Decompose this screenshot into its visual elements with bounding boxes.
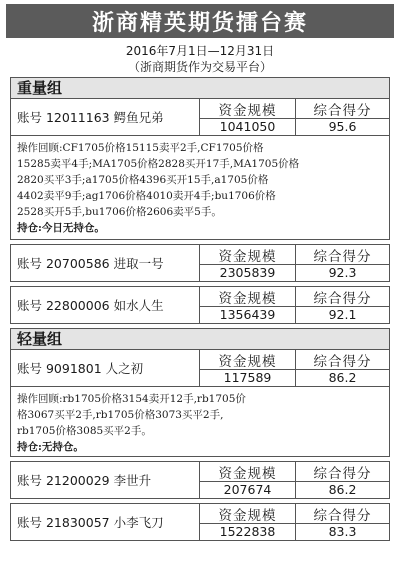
account-label: 账号 9091801 人之初 bbox=[17, 361, 144, 376]
account-label: 账号 22800006 如水人生 bbox=[17, 298, 164, 313]
score-header: 综合得分 bbox=[295, 99, 389, 118]
light-account-3 bbox=[10, 503, 390, 541]
light-account-2 bbox=[10, 461, 390, 499]
capital-value: 1041050 bbox=[199, 118, 295, 135]
capital-header: 资金规模 bbox=[199, 504, 295, 523]
heavy-group-heading: 重量组 bbox=[10, 77, 390, 99]
score-header: 综合得分 bbox=[295, 287, 389, 306]
light-account-1-operations bbox=[10, 387, 390, 457]
holding-text: 持仓:无持仓。 bbox=[17, 441, 84, 453]
heavy-account-3 bbox=[10, 286, 390, 324]
capital-header: 资金规模 bbox=[199, 245, 295, 264]
score-value: 86.2 bbox=[295, 369, 389, 386]
light-group-heading: 轻量组 bbox=[10, 328, 390, 350]
capital-value: 2305839 bbox=[199, 264, 295, 281]
operations-text: 操作回顾:CF1705价格15115卖平2手,CF1705价格 15285卖平4手;MA1705价格2828买开17手,MA1705价格 2820买平3手;a1705价格4396买开15手,a1705价格 4402卖平9手;ag1706价格4010卖开4手;bu1706价格 2528买开5手,bu1706价格2606卖平5手。 bbox=[17, 142, 300, 218]
platform-note: （浙商期货作为交易平台） bbox=[127, 60, 272, 74]
score-value: 92.3 bbox=[295, 264, 389, 281]
account-label: 账号 20700586 进取一号 bbox=[17, 256, 164, 271]
capital-header: 资金规模 bbox=[199, 99, 295, 118]
date-range: 2016年7月1日—12月31日 bbox=[125, 44, 275, 58]
capital-value: 1356439 bbox=[199, 306, 295, 323]
capital-value: 117589 bbox=[199, 369, 295, 386]
score-header: 综合得分 bbox=[295, 462, 389, 481]
score-header: 综合得分 bbox=[295, 504, 389, 523]
account-label: 账号 12011163 鳄鱼兄弟 bbox=[17, 110, 164, 125]
account-label: 账号 21830057 小李飞刀 bbox=[17, 515, 164, 530]
capital-header: 资金规模 bbox=[199, 350, 295, 369]
capital-value: 207674 bbox=[199, 481, 295, 498]
capital-value: 1522838 bbox=[199, 523, 295, 540]
light-account-1 bbox=[10, 349, 390, 387]
holding-text: 持仓:今日无持仓。 bbox=[17, 222, 105, 234]
heavy-account-1-operations bbox=[10, 136, 390, 240]
page-title: 浙商精英期货擂台赛 bbox=[6, 4, 394, 38]
heavy-account-1 bbox=[10, 98, 390, 136]
score-value: 95.6 bbox=[295, 118, 389, 135]
operations-text: 操作回顾:rb1705价格3154卖开12手,rb1705价 格3067买平2手,rb1705价格3073买平2手, rb1705价格3085买平2手。 bbox=[17, 393, 246, 437]
score-value: 92.1 bbox=[295, 306, 389, 323]
score-header: 综合得分 bbox=[295, 350, 389, 369]
score-header: 综合得分 bbox=[295, 245, 389, 264]
capital-header: 资金规模 bbox=[199, 287, 295, 306]
score-value: 86.2 bbox=[295, 481, 389, 498]
heavy-account-2 bbox=[10, 244, 390, 282]
score-value: 83.3 bbox=[295, 523, 389, 540]
capital-header: 资金规模 bbox=[199, 462, 295, 481]
account-label: 账号 21200029 李世升 bbox=[17, 473, 152, 488]
